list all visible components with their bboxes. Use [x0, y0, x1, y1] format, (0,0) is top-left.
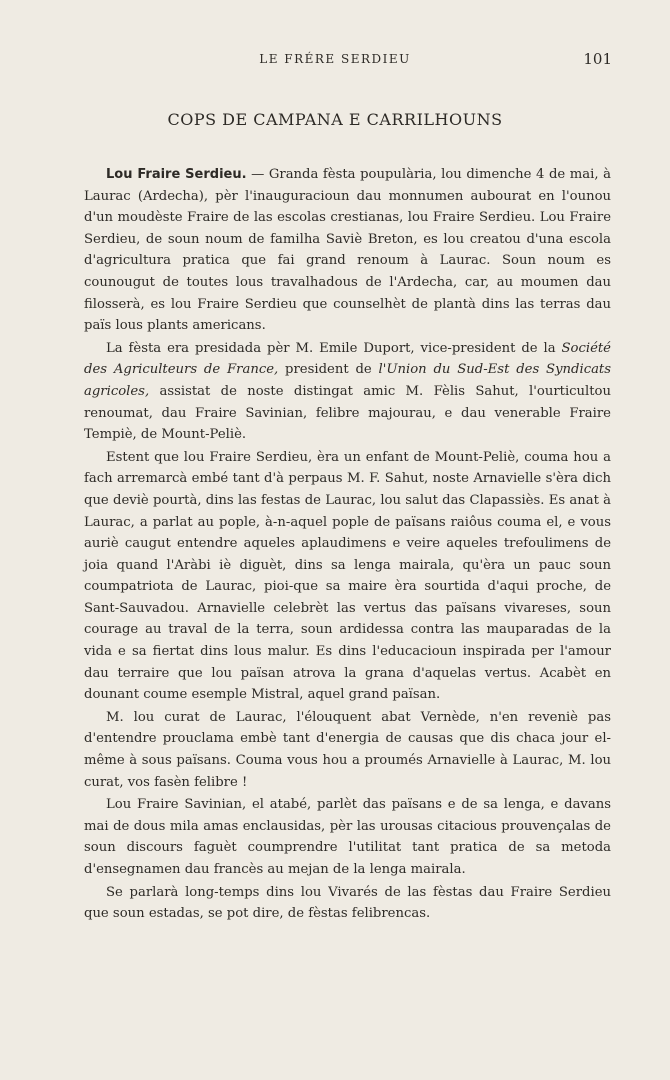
running-title: LE FRÉRE SERDIEU: [259, 52, 411, 66]
paragraph-5: Lou Fraire Savinian, el atabé, parlèt das païsans e de sa lenga, e davans mai de dous mila amas enclausidas, pèr las urousas citacious prouvençalas de soun discours faguèt coumprendre l'utilitat tant pratica de sa metoda d'ensegnamen dau francès au mejan de la lenga mairala.: [84, 797, 611, 877]
paragraph-text: assistat de noste distingat amic M. Fèlis Sahut, l'ourticultou renoumat, dau Fraire Savinian, felibre majourau, e dau venerable Fraire Tempiè, de Mount-Peliè.: [84, 383, 611, 443]
paragraph-2: [84, 338, 611, 446]
paragraph-lead: Lou Fraire Serdieu.: [106, 167, 247, 182]
paragraph-6: Se parlarà long-temps dins lou Vivarés de las fèstas dau Fraire Serdieu que soun estadas, se pot dire, de fèstas felibrencas.: [84, 884, 611, 922]
society-name: Société des Agriculteurs de France,: [84, 340, 611, 378]
paragraph-text: La fèsta era presidada pèr M. Emile Duport, vice-president de la: [106, 340, 562, 356]
paragraph-4: M. lou curat de Laurac, l'élouquent abat Vernède, n'en reveniè pas d'entendre prouclama embè tant d'energia de causas que dis chaca jour el-même à sous païsans. Couma vous hou a proumés Arnavielle à Laurac, M. lou curat, vos fasèn felibre !: [84, 709, 611, 790]
paragraph-text: — Granda fèsta poupulària, lou dimenche 4 de mai, à Laurac (Ardecha), pèr l'inauguracioun dau monnumen aubourat en l'ounou d'un moudèste Fraire de las escolas crestianas, lou Fraire Serdieu. Lou Fraire Serdieu, de soun noum de familha Saviè Breton, es lou creatou d'una escola d'agricultura pratica que fai grand renoum à Laurac. Soun noum es counougut de toutes lous travalhadous de l'Ardecha, car, au moumen dau filosserà, es lou Fraire Serdieu que counselhèt de plantà dins las terras dau païs lous plants americans.: [84, 167, 611, 334]
article-body: [84, 164, 611, 925]
paragraph-3: Estent que lou Fraire Serdieu, èra un enfant de Mount-Peliè, couma hou a fach arremarcà embé tant d'à perpaus M. F. Sahut, noste Arnavielle s'èra dich que deviè pourtà, dins las festas de Laurac, lou salut das Clapassiès. Es anat à Laurac, a parlat au pople, à-n-aquel pople de païsans raiôus couma el, e vous auriè caugut entendre aqueles aplaudimens e veire aqueles trefoulimens de joia quand l'Aràbi iè diguèt, dins sa lenga mairala, qu'èra un pauc soun coumpatriota de Laurac, pioi-que sa maire èra sourtida d'aqui proche, de Sant-Sauvadou. Arnavielle celebrèt las vertus das païsans vivareses, soun courage au traval de la terra, soun ardidessa contra las mauparadas de la vida e sa fiertat dins lous malur. Es dins l'educacioun inspirada per l'amour dau terraire que lou païsan atrova la grana d'aquelas vertus. Acabèt en dounant coume esemple Mistral, aquel grand païsan.: [84, 449, 611, 703]
paragraph-text: president de: [278, 362, 379, 378]
paragraph-1: [84, 164, 611, 337]
page-number: 101: [583, 50, 612, 68]
union-name: l'Union du Sud-Est des Syndicats agricoles,: [84, 362, 612, 399]
section-title: COPS DE CAMPANA E CARRILHOUNS: [167, 110, 503, 129]
